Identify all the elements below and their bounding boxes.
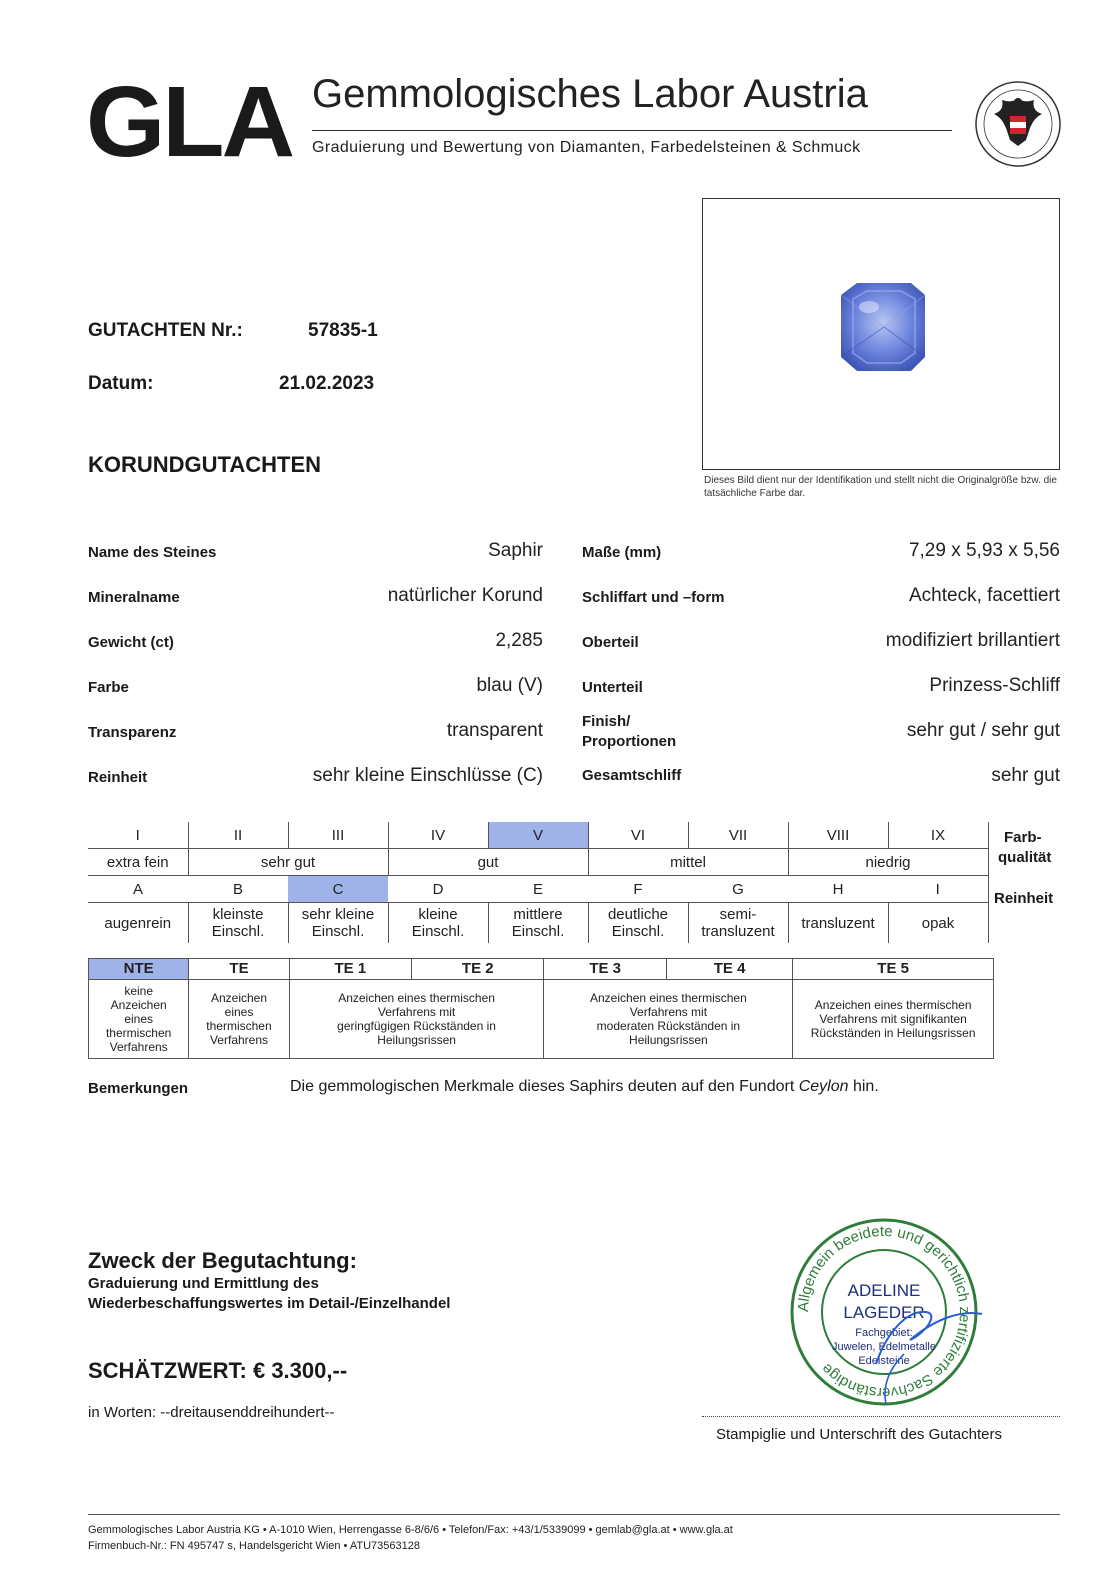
treatment-description	[544, 980, 793, 1059]
property-value: Achteck, facettiert	[908, 585, 1060, 606]
photo-caption: Dieses Bild dient nur der Identifikation und stellt nicht die Originalgröße bzw. die tatsächliche Farbe dar.	[704, 475, 1057, 499]
treatment-description	[189, 980, 289, 1059]
clarity-description-line: kleine	[418, 906, 458, 923]
header-divider	[312, 130, 952, 131]
property-label: Oberteil	[582, 634, 639, 651]
clarity-description	[588, 903, 688, 944]
property-label: Gesamtschliff	[582, 767, 682, 784]
color-description: extra fein	[88, 849, 188, 876]
purpose-line: Wiederbeschaffungswertes im Detail-/Einzelhandel	[88, 1295, 451, 1312]
lab-tagline: Graduierung und Bewertung von Diamanten, Farbedelsteinen & Schmuck	[312, 139, 861, 156]
purpose-title: Zweck der Begutachtung:	[88, 1248, 357, 1273]
treatment-grade-selected: NTE	[89, 959, 189, 980]
color-quality-heading	[998, 828, 1051, 868]
treatment-description-line: eines	[224, 1005, 254, 1019]
clarity-description-line: Einschl.	[511, 923, 565, 940]
property-value: 7,29 x 5,93 x 5,56	[908, 540, 1060, 561]
color-grade: IX	[888, 822, 988, 849]
stamp-name: LAGEDER	[843, 1303, 925, 1322]
color-grade: IV	[388, 822, 488, 849]
treatment-grade: TE	[189, 959, 289, 980]
treatment-description-line: Anzeichen	[110, 998, 167, 1012]
clarity-description-line: kleinste	[212, 906, 264, 923]
treatment-description-line: Verfahrens	[209, 1033, 269, 1047]
stamp-name: ADELINE	[847, 1281, 921, 1300]
footer-registration: Firmenbuch-Nr.: FN 495747 s, Handelsgericht Wien • ATU73563128	[88, 1540, 420, 1552]
clarity-description	[388, 903, 488, 944]
remarks-text-part: hin.	[848, 1078, 879, 1095]
certificate-number-label: GUTACHTEN Nr.:	[88, 320, 243, 341]
property-value: sehr kleine Einschlüsse (C)	[312, 765, 543, 786]
stamp-field: Edelsteine	[858, 1355, 910, 1367]
clarity-description-line: Einschl.	[311, 923, 365, 940]
color-description: niedrig	[788, 849, 988, 876]
appraiser-stamp	[786, 1214, 982, 1410]
purpose-line: Graduierung und Ermittlung des	[88, 1275, 319, 1292]
property-value: Prinzess-Schliff	[929, 675, 1060, 696]
color-quality-heading-line: Farb-	[1004, 829, 1042, 846]
property-value: natürlicher Korund	[387, 585, 543, 606]
treatment-grade: TE 5	[793, 959, 994, 980]
property-label: Reinheit	[88, 769, 148, 786]
austrian-coat-of-arms-seal	[974, 80, 1062, 168]
treatment-description-line: Verfahrens mit	[629, 1005, 708, 1019]
treatment-grade: TE 1	[289, 959, 411, 980]
treatment-description	[793, 980, 994, 1059]
clarity-description-line: augenrein	[104, 914, 172, 932]
remarks-text	[290, 1078, 879, 1096]
color-grade: VII	[688, 822, 788, 849]
clarity-description-line: transluzent	[801, 914, 875, 932]
property-value: sehr gut	[991, 765, 1060, 786]
property-label: Unterteil	[582, 679, 643, 696]
clarity-description	[88, 903, 188, 944]
clarity-description	[788, 903, 888, 944]
lab-name: Gemmologisches Labor Austria	[312, 72, 868, 116]
property-label: Finish/	[582, 713, 631, 730]
treatment-description-line: Verfahrens mit signifikanten	[819, 1012, 967, 1026]
treatment-grade: TE 4	[666, 959, 792, 980]
signature-label: Stampiglie und Unterschrift des Gutachters	[716, 1426, 1002, 1443]
treatment-description-line: Verfahrens mit	[377, 1005, 456, 1019]
treatment-description-line: Anzeichen	[210, 991, 268, 1005]
clarity-description-line: sehr kleine	[301, 906, 375, 923]
clarity-grade: D	[388, 876, 488, 903]
property-value: Saphir	[488, 540, 543, 561]
clarity-description-line: semi-	[719, 906, 757, 923]
stamp-ring-textpath: Allgemein beeidete und gerichtlich zertifizierte Sachverständige	[794, 1222, 974, 1402]
footer-divider	[88, 1514, 1060, 1515]
property-value: transparent	[446, 720, 543, 741]
treatment-description-line: geringfügigen Rückständen in	[337, 1019, 496, 1033]
clarity-description-line: deutliche	[607, 906, 669, 923]
treatment-grade: TE 2	[412, 959, 544, 980]
treatment-description-line: thermischen	[206, 1019, 272, 1033]
property-value: sehr gut / sehr gut	[906, 720, 1060, 741]
grading-scale-table	[88, 822, 994, 943]
clarity-grade: G	[688, 876, 788, 903]
color-grade-selected: V	[488, 822, 588, 849]
clarity-description-line: opak	[921, 914, 955, 932]
sapphire-image	[703, 199, 1059, 469]
treatment-description-line: keine	[124, 984, 153, 998]
clarity-grade: F	[588, 876, 688, 903]
gemstone-photo-frame	[702, 198, 1060, 470]
clarity-description-line: transluzent	[701, 923, 775, 940]
remarks-label: Bemerkungen	[88, 1080, 189, 1097]
clarity-grade: I	[888, 876, 988, 903]
treatment-grade: TE 3	[544, 959, 666, 980]
stamp-field: Juwelen, Edelmetalle	[832, 1341, 936, 1353]
property-label: Gewicht (ct)	[88, 634, 174, 651]
property-label: Schliffart und –form	[582, 589, 725, 606]
treatment-description-line: Anzeichen eines thermischen	[590, 991, 747, 1005]
property-value: 2,285	[495, 630, 543, 651]
clarity-heading: Reinheit	[994, 890, 1054, 907]
appraised-value: SCHÄTZWERT: € 3.300,--	[88, 1358, 348, 1383]
clarity-description-line: Einschl.	[411, 923, 465, 940]
treatment-description-line: thermischen	[105, 1026, 172, 1040]
clarity-grade: E	[488, 876, 588, 903]
clarity-grade-selected: C	[288, 876, 388, 903]
property-label: Transparenz	[88, 724, 177, 741]
clarity-description	[888, 903, 988, 944]
footer-address: Gemmologisches Labor Austria KG • A-1010 Wien, Herrengasse 6-8/6/6 • Telefon/Fax: +43/1/5339099 • gemlab@gla.at • www.gla.at	[88, 1524, 733, 1536]
color-grade: III	[288, 822, 388, 849]
clarity-description-line: Einschl.	[211, 923, 265, 940]
treatment-scale-table	[88, 958, 994, 1059]
treatment-description-line: Anzeichen eines thermischen	[814, 998, 972, 1012]
clarity-grade: H	[788, 876, 888, 903]
certificate-date: 21.02.2023	[279, 373, 375, 394]
treatment-description-line: Verfahrens	[109, 1040, 168, 1054]
color-grade: II	[188, 822, 288, 849]
treatment-description	[289, 980, 544, 1059]
color-grade: I	[88, 822, 188, 849]
property-value: modifiziert brillantiert	[885, 630, 1060, 651]
color-grade: VIII	[788, 822, 888, 849]
treatment-description-line: eines	[124, 1012, 153, 1026]
treatment-description	[89, 980, 189, 1059]
treatment-description-line: Heilungsrissen	[629, 1033, 708, 1047]
color-grade: VI	[588, 822, 688, 849]
clarity-grade: A	[88, 876, 188, 903]
property-label: Proportionen	[582, 733, 677, 750]
clarity-description	[488, 903, 588, 944]
remarks-text-part: Die gemmologischen Merkmale dieses Saphirs deuten auf den Fundort	[290, 1078, 799, 1095]
clarity-description	[688, 903, 788, 944]
color-description: mittel	[588, 849, 788, 876]
clarity-description	[188, 903, 288, 944]
treatment-description-line: Rückständen in Heilungsrissen	[810, 1026, 976, 1040]
clarity-description-line: mittlere	[513, 906, 563, 923]
treatment-description-line: Heilungsrissen	[377, 1033, 456, 1047]
color-description: sehr gut	[188, 849, 388, 876]
document-type: KORUNDGUTACHTEN	[88, 452, 322, 477]
stamp-field: Fachgebiet:	[855, 1327, 913, 1339]
gla-logo: GLA	[86, 66, 293, 178]
property-label: Farbe	[88, 679, 129, 696]
origin-location: Ceylon	[798, 1078, 849, 1095]
certificate-number: 57835-1	[308, 320, 378, 341]
property-label: Name des Steines	[88, 544, 217, 561]
date-label: Datum:	[88, 373, 154, 394]
color-description: gut	[388, 849, 588, 876]
clarity-description-line: Einschl.	[611, 923, 665, 940]
property-label: Mineralname	[88, 589, 180, 606]
clarity-grade: B	[188, 876, 288, 903]
treatment-description-line: moderaten Rückständen in	[596, 1019, 741, 1033]
appraised-value-in-words: in Worten: --dreitausenddreihundert--	[88, 1404, 335, 1421]
property-label: Maße (mm)	[582, 544, 662, 561]
color-quality-heading-line: qualität	[998, 849, 1052, 866]
clarity-description	[288, 903, 388, 944]
treatment-description-line: Anzeichen eines thermischen	[338, 991, 495, 1005]
property-value: blau (V)	[476, 675, 543, 696]
signature-line	[702, 1416, 1060, 1417]
